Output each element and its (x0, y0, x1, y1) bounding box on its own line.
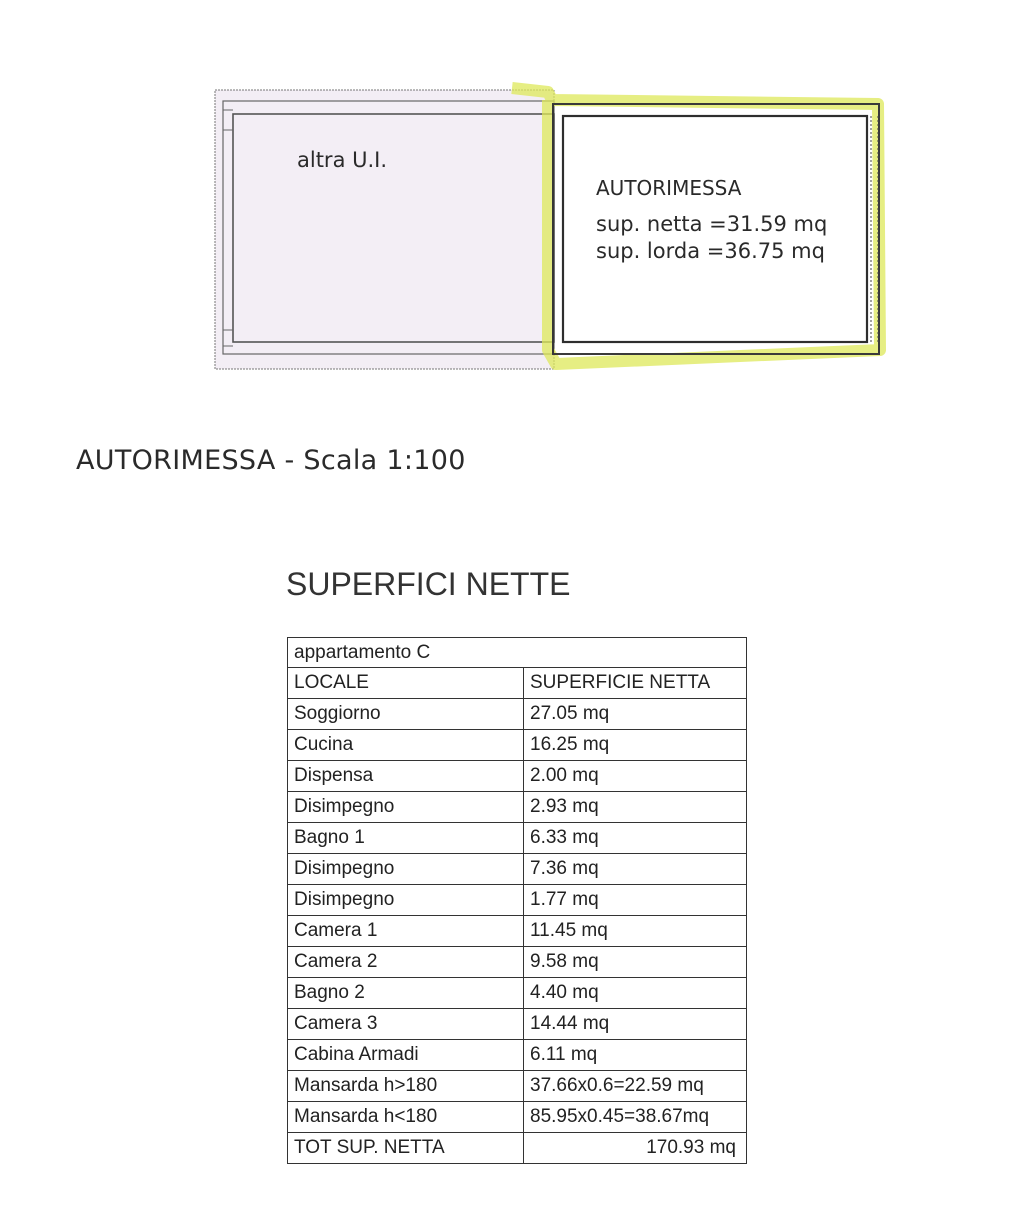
table-row (288, 1102, 747, 1133)
garage-floor-plan (0, 0, 1021, 420)
header-row (288, 668, 747, 699)
room-area: 9.58 mq (524, 947, 747, 978)
room-area: 2.00 mq (524, 761, 747, 792)
room-name: Camera 3 (288, 1009, 524, 1040)
table-row (288, 854, 747, 885)
header-area: SUPERFICIE NETTA (524, 668, 747, 699)
table-row (288, 1040, 747, 1071)
total-label: TOT SUP. NETTA (288, 1133, 524, 1164)
other-unit-label: altra U.I. (297, 148, 388, 172)
other-unit-room (215, 90, 554, 369)
table-row (288, 978, 747, 1009)
room-name: Disimpegno (288, 792, 524, 823)
garage-net-area: sup. netta =31.59 mq (596, 212, 828, 236)
total-value: 170.93 mq (524, 1133, 747, 1164)
table-row (288, 730, 747, 761)
room-name: Mansarda h<180 (288, 1102, 524, 1133)
table-row (288, 761, 747, 792)
room-name: Cabina Armadi (288, 1040, 524, 1071)
garage-gross-area: sup. lorda =36.75 mq (596, 239, 825, 263)
room-area: 27.05 mq (524, 699, 747, 730)
table-title: SUPERFICI NETTE (286, 566, 571, 602)
table-row (288, 947, 747, 978)
room-name: Bagno 1 (288, 823, 524, 854)
table-row (288, 885, 747, 916)
table-row (288, 1071, 747, 1102)
header-locale: LOCALE (288, 668, 524, 699)
room-name: Disimpegno (288, 885, 524, 916)
room-name: Bagno 2 (288, 978, 524, 1009)
total-row (288, 1133, 747, 1164)
garage-label: AUTORIMESSA (596, 176, 742, 200)
table-row (288, 699, 747, 730)
room-area: 2.93 mq (524, 792, 747, 823)
room-area: 6.33 mq (524, 823, 747, 854)
room-area: 4.40 mq (524, 978, 747, 1009)
room-name: Soggiorno (288, 699, 524, 730)
scale-caption: AUTORIMESSA - Scala 1:100 (76, 445, 466, 476)
areas-table (287, 637, 747, 1164)
table-row (288, 792, 747, 823)
room-name: Cucina (288, 730, 524, 761)
table-row (288, 916, 747, 947)
room-area: 1.77 mq (524, 885, 747, 916)
unit-row (288, 638, 747, 668)
room-name: Dispensa (288, 761, 524, 792)
room-area: 14.44 mq (524, 1009, 747, 1040)
table-row (288, 823, 747, 854)
room-area: 7.36 mq (524, 854, 747, 885)
room-name: Camera 1 (288, 916, 524, 947)
room-area: 11.45 mq (524, 916, 747, 947)
room-area: 6.11 mq (524, 1040, 747, 1071)
room-name: Camera 2 (288, 947, 524, 978)
room-area: 16.25 mq (524, 730, 747, 761)
room-name: Disimpegno (288, 854, 524, 885)
table-row (288, 1009, 747, 1040)
room-area: 85.95x0.45=38.67mq (524, 1102, 747, 1133)
room-name: Mansarda h>180 (288, 1071, 524, 1102)
room-area: 37.66x0.6=22.59 mq (524, 1071, 747, 1102)
unit-name: appartamento C (288, 638, 747, 668)
